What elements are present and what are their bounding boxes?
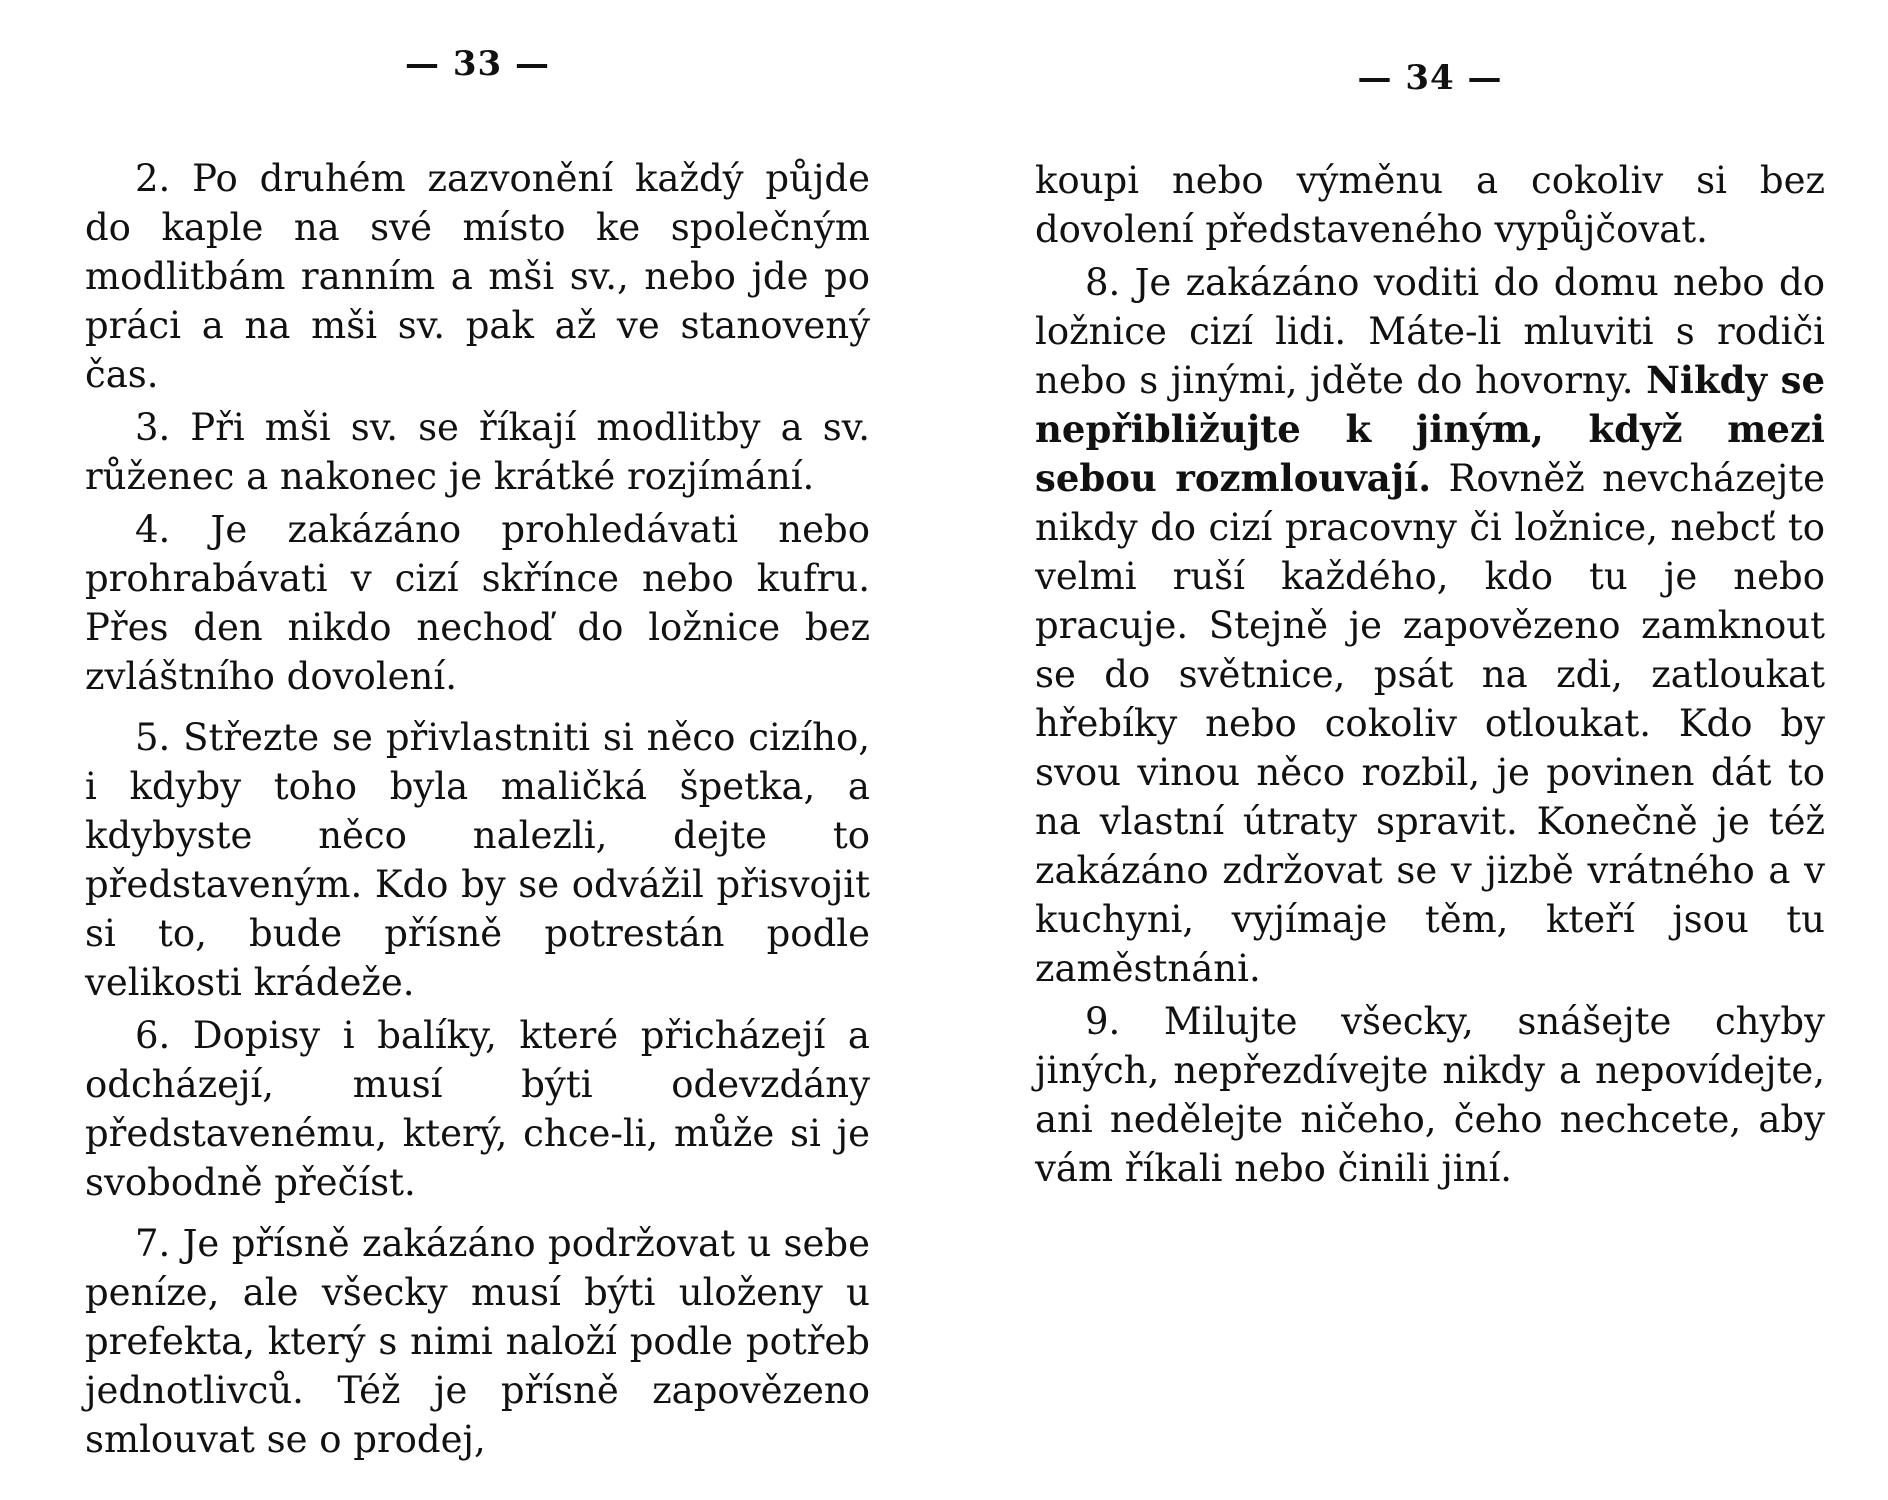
right-page (1035, 0, 1825, 1500)
rule-paragraph-4: 4. Je zakázáno prohledávati nebo prohrabávati v cizí skřínce nebo kufru. Přes den nikdo nechoď do ložnice bez zvláštního dovolení. (85, 508, 870, 698)
rule-8-text-end: Rovněž nevcházejte nikdy do cizí pracovny či ložnice, nebcť to velmi ruší každého, kdo tu je nebo pracuje. Stejně je zapovězeno zamknout se do světnice, psát na zdi, zatloukat hřebíky nebo cokoliv otloukat. Kdo by svou vinou něco rozbil, je povinen dát to na vlastní útraty spravit. Konečně je též zakázáno zdržovat se v jizbě vrátného a v kuchyni, vyjímaje těm, kteří jsou tu zaměstnáni. (1035, 457, 1825, 990)
rule-paragraph-9: 9. Milujte všecky, snášejte chyby jiných, nepřezdívejte nikdy a nepovídejte, ani nedělejte ničeho, čeho nechcete, aby vám říkali nebo činili jiní. (1035, 1000, 1825, 1190)
rule-paragraph-5: 5. Střezte se přivlastniti si něco cizího, i kdyby toho byla maličká špetka, a kdybyste něco nalezli, dejte to představeným. Kdo by se odvážil přisvojit si to, bude přísně potrestán podle velikosti krádeže. (85, 716, 870, 1004)
rule-8-text-start: 8. Je zakázáno voditi do domu nebo do ložnice cizí lidi. Máte-li mluviti s rodiči nebo s jinými, jděte do hovorny. (1035, 261, 1825, 402)
left-page (85, 0, 870, 1500)
rule-paragraph-8 (1035, 258, 1825, 993)
page-number-33: — 33 — (405, 44, 550, 84)
rule-paragraph-7: 7. Je přísně zakázáno podržovat u sebe peníze, ale všecky musí býti uloženy u prefekta, který s nimi naloží podle potřeb jednotlivců. Též je přísně zapovězeno smlouvat se o prodej, (85, 1222, 870, 1461)
rule-paragraph-6: 6. Dopisy i balíky, které přicházejí a odcházejí, musí býti odevzdány představenému, který, chce-li, může si je svobodně přečíst. (85, 1014, 870, 1204)
page-number-34: — 34 — (1357, 58, 1503, 98)
rule-8-bold-emphasis: Nikdy se nepřibližujte k jiným, když mezi sebou rozmlouvají. (1035, 358, 1826, 500)
rule-7-continuation: koupi nebo výměnu a cokoliv si bez dovolení představeného vypůjčovat. (1035, 159, 1825, 251)
rule-paragraph-3: 3. Při mši sv. se říkají modlitby a sv. růženec a nakonec je krátké rozjímání. (85, 406, 870, 498)
rule-paragraph-2: 2. Po druhém zazvonění každý půjde do kaple na své místo ke společným modlitbám ranním a mši sv., nebo jde po práci a na mši sv. pak až ve stanovený čas. (85, 157, 870, 396)
